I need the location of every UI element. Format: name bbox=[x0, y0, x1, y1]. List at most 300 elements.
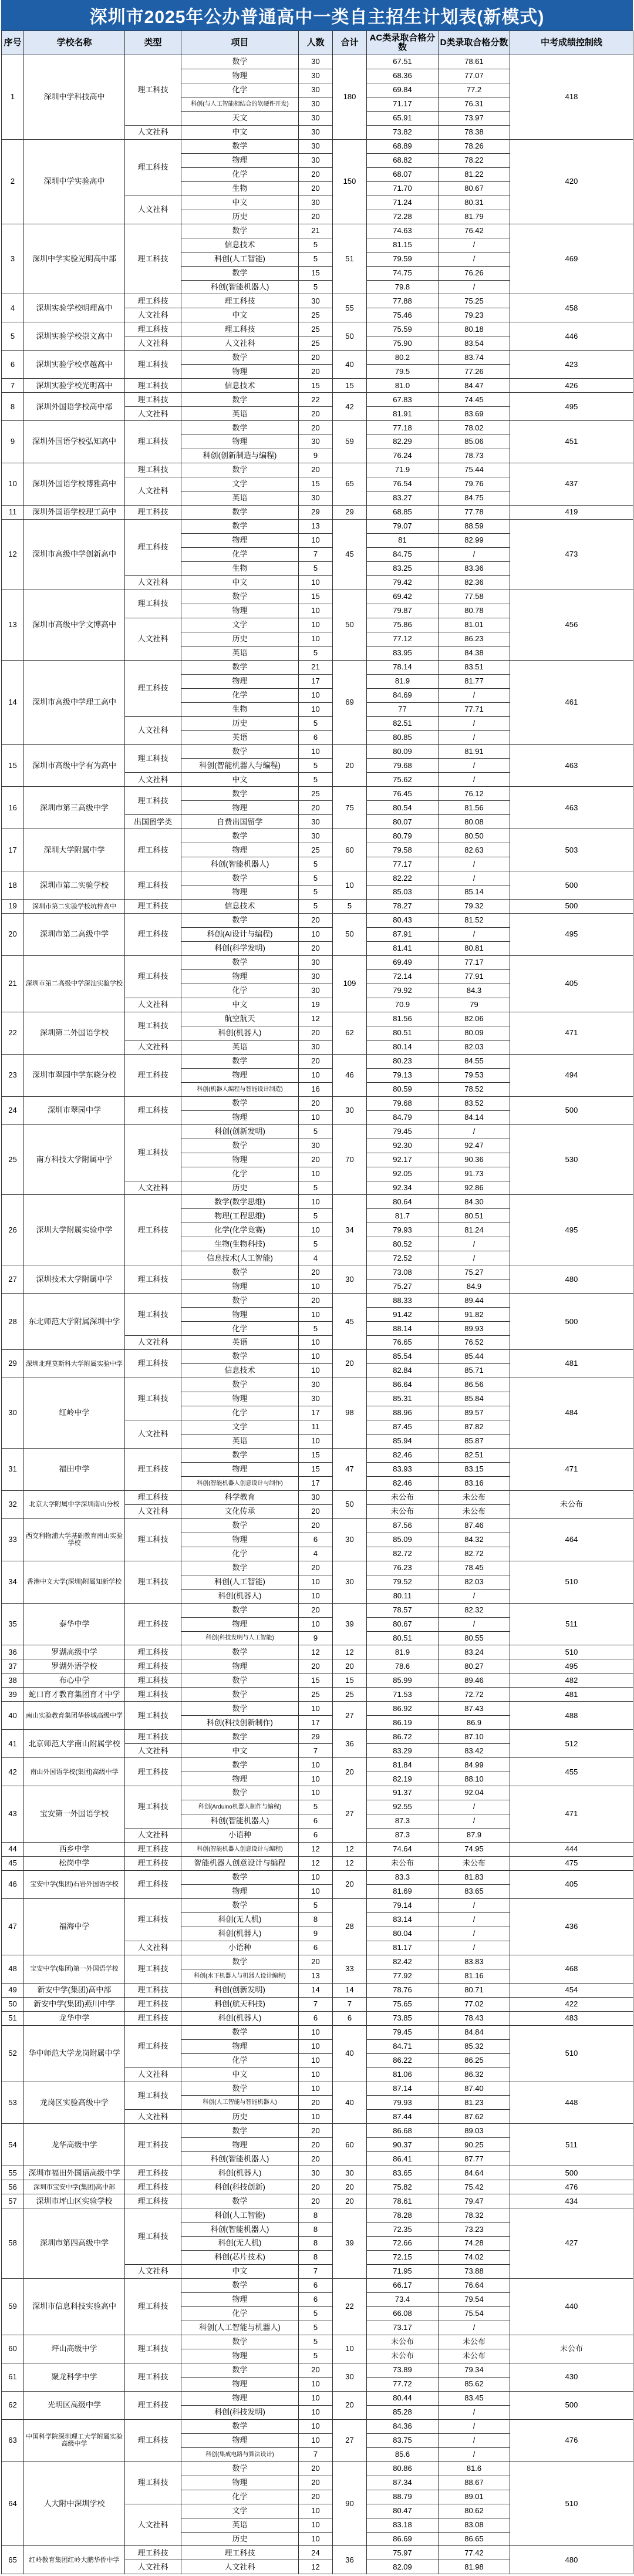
project-cell: 中文 bbox=[181, 2265, 299, 2279]
project-cell: 中文 bbox=[181, 998, 299, 1012]
count-cell: 29 bbox=[299, 1730, 333, 1744]
project-cell: 科创(人工智能) bbox=[181, 1575, 299, 1589]
count-cell: 6 bbox=[299, 1829, 333, 1843]
d-score-cell: 79.34 bbox=[439, 2363, 510, 2377]
school-name: 深圳市福田外国语高级中学 bbox=[24, 2166, 125, 2180]
count-cell: 10 bbox=[299, 1884, 333, 1898]
table-row bbox=[2, 1603, 633, 1617]
d-score-cell: 83.08 bbox=[439, 2518, 510, 2532]
project-cell: 数学 bbox=[181, 956, 299, 970]
project-cell: 科创(人工智能与智能机器人) bbox=[181, 2096, 299, 2110]
table-row bbox=[2, 745, 633, 759]
project-cell: 信息技术 bbox=[181, 379, 299, 393]
d-score-cell: 88.67 bbox=[439, 2476, 510, 2490]
school-number: 5 bbox=[2, 322, 24, 351]
school-name: 深圳中学科技高中 bbox=[24, 55, 125, 140]
school-name: 宝安第一外国语学校 bbox=[24, 1786, 125, 1843]
project-cell: 数学 bbox=[181, 1350, 299, 1364]
count-cell: 15 bbox=[299, 477, 333, 491]
ac-score-cell: 77.17 bbox=[367, 857, 439, 871]
count-cell: 20 bbox=[299, 2152, 333, 2166]
count-cell: 29 bbox=[299, 506, 333, 520]
cutoff-cell: 500 bbox=[510, 1096, 633, 1124]
d-score-cell: 86.9 bbox=[439, 1716, 510, 1730]
count-cell: 10 bbox=[299, 1223, 333, 1237]
table-row bbox=[2, 900, 633, 914]
school-name: 西乡中学 bbox=[24, 1843, 125, 1857]
count-cell: 10 bbox=[299, 618, 333, 632]
cutoff-cell: 422 bbox=[510, 1997, 633, 2011]
school-name: 深圳市第四高级中学 bbox=[24, 2208, 125, 2279]
count-cell: 30 bbox=[299, 294, 333, 308]
d-score-cell: 92.86 bbox=[439, 1181, 510, 1195]
count-cell: 30 bbox=[299, 1378, 333, 1392]
count-cell: 7 bbox=[299, 547, 333, 561]
project-cell: 科创(人工智能与机器人) bbox=[181, 2321, 299, 2335]
count-cell: 10 bbox=[299, 2110, 333, 2124]
project-cell: 化学 bbox=[181, 1547, 299, 1561]
project-cell: 科创(创新发明) bbox=[181, 1124, 299, 1139]
page-title: 深圳市2025年公办普通高中一类自主招生计划表(新模式) bbox=[1, 0, 633, 31]
cutoff-cell: 427 bbox=[510, 2208, 633, 2279]
school-number: 51 bbox=[2, 2011, 24, 2025]
d-score-cell: 84.9 bbox=[439, 1279, 510, 1294]
ac-score-cell: 83.14 bbox=[367, 1912, 439, 1927]
type-cell: 理工科技 bbox=[125, 1265, 181, 1294]
ac-score-cell: 78.14 bbox=[367, 660, 439, 674]
d-score-cell: 82.63 bbox=[439, 843, 510, 857]
type-cell: 理工科技 bbox=[125, 1490, 181, 1504]
ac-score-cell: 78.57 bbox=[367, 1603, 439, 1617]
type-cell: 理工科技 bbox=[125, 2461, 181, 2504]
project-cell: 数学 bbox=[181, 1603, 299, 1617]
ac-score-cell: 81.7 bbox=[367, 1209, 439, 1223]
count-cell: 9 bbox=[299, 1631, 333, 1645]
table-row bbox=[2, 1857, 633, 1871]
cutoff-cell: 476 bbox=[510, 2419, 633, 2461]
total-cell: 20 bbox=[333, 2180, 367, 2194]
d-score-cell: 78.02 bbox=[439, 421, 510, 435]
d-score-cell: 84.30 bbox=[439, 1195, 510, 1209]
count-cell: 21 bbox=[299, 224, 333, 238]
project-cell: 科创(智能机器人与编程) bbox=[181, 759, 299, 773]
project-cell: 数学 bbox=[181, 1139, 299, 1153]
total-cell: 51 bbox=[333, 224, 367, 294]
count-cell: 12 bbox=[299, 2560, 333, 2574]
project-cell: 化学(化学竞赛) bbox=[181, 1223, 299, 1237]
total-cell: 50 bbox=[333, 914, 367, 956]
count-cell: 13 bbox=[299, 1969, 333, 1983]
cutoff-cell: 503 bbox=[510, 829, 633, 871]
ac-score-cell: 79.45 bbox=[367, 2025, 439, 2039]
table-row bbox=[2, 1378, 633, 1392]
d-score-cell: 80.78 bbox=[439, 604, 510, 618]
project-cell: 数学 bbox=[181, 519, 299, 533]
ac-score-cell: 83.18 bbox=[367, 2518, 439, 2532]
table-row bbox=[2, 2011, 633, 2025]
school-number: 13 bbox=[2, 590, 24, 660]
ac-score-cell: 69.42 bbox=[367, 590, 439, 604]
ac-score-cell: 71.24 bbox=[367, 196, 439, 210]
d-score-cell: 85.44 bbox=[439, 1350, 510, 1364]
d-score-cell: 81.24 bbox=[439, 1223, 510, 1237]
school-name: 龙岗区实验高级中学 bbox=[24, 2082, 125, 2124]
table-row bbox=[2, 2124, 633, 2138]
d-score-cell: 83.74 bbox=[439, 351, 510, 365]
ac-score-cell: 80.64 bbox=[367, 1195, 439, 1209]
d-score-cell: 84.84 bbox=[439, 2025, 510, 2039]
project-cell: 科创(创新发明) bbox=[181, 1983, 299, 1997]
table-row bbox=[2, 787, 633, 801]
count-cell: 5 bbox=[299, 1237, 333, 1251]
d-score-cell: 90.36 bbox=[439, 1153, 510, 1167]
count-cell: 7 bbox=[299, 2265, 333, 2279]
count-cell: 12 bbox=[299, 1857, 333, 1871]
header-school: 学校名称 bbox=[24, 31, 125, 55]
ac-score-cell: 69.84 bbox=[367, 83, 439, 97]
d-score-cell: 77.02 bbox=[439, 1997, 510, 2011]
ac-score-cell: 73.17 bbox=[367, 2321, 439, 2335]
cutoff-cell: 500 bbox=[510, 2166, 633, 2180]
type-cell: 理工科技 bbox=[125, 1857, 181, 1871]
project-cell: 化学 bbox=[181, 688, 299, 702]
count-cell: 5 bbox=[299, 1181, 333, 1195]
ac-score-cell: 91.42 bbox=[367, 1308, 439, 1322]
d-score-cell: 82.06 bbox=[439, 1012, 510, 1026]
count-cell: 5 bbox=[299, 2335, 333, 2349]
count-cell: 19 bbox=[299, 998, 333, 1012]
type-cell: 理工科技 bbox=[125, 1096, 181, 1124]
d-score-cell: 80.62 bbox=[439, 2504, 510, 2518]
school-number: 55 bbox=[2, 2166, 24, 2180]
d-score-cell: 80.67 bbox=[439, 181, 510, 196]
project-cell: 数学 bbox=[181, 421, 299, 435]
count-cell: 9 bbox=[299, 1927, 333, 1941]
table-row bbox=[2, 2363, 633, 2377]
project-cell: 物理 bbox=[181, 885, 299, 900]
d-score-cell: 80.51 bbox=[439, 1209, 510, 1223]
school-name: 深圳北理莫斯科大学附属实验中学 bbox=[24, 1350, 125, 1378]
table-row bbox=[2, 224, 633, 238]
project-cell: 英语 bbox=[181, 491, 299, 506]
d-score-cell: 87.40 bbox=[439, 2082, 510, 2096]
ac-score-cell: 82.46 bbox=[367, 1448, 439, 1462]
d-score-cell: 78.32 bbox=[439, 2208, 510, 2223]
type-cell: 理工科技 bbox=[125, 1012, 181, 1040]
d-score-cell: 77.42 bbox=[439, 2546, 510, 2560]
d-score-cell: 87.10 bbox=[439, 1730, 510, 1744]
cutoff-cell: 未公布 bbox=[510, 1490, 633, 1518]
total-cell: 30 bbox=[333, 2166, 367, 2180]
ac-score-cell: 76.65 bbox=[367, 1336, 439, 1350]
ac-score-cell: 72.35 bbox=[367, 2223, 439, 2237]
count-cell: 8 bbox=[299, 2208, 333, 2223]
ac-score-cell: 85.6 bbox=[367, 2447, 439, 2461]
d-score-cell: 83.51 bbox=[439, 660, 510, 674]
d-score-cell: / bbox=[439, 1589, 510, 1603]
ac-score-cell: 86.64 bbox=[367, 1378, 439, 1392]
project-cell: 科创(智能机器人) bbox=[181, 2223, 299, 2237]
table-row bbox=[2, 506, 633, 520]
ac-score-cell: 79.42 bbox=[367, 575, 439, 590]
count-cell: 20 bbox=[299, 914, 333, 928]
project-cell: 中文 bbox=[181, 773, 299, 787]
count-cell: 11 bbox=[299, 1420, 333, 1434]
cutoff-cell: 511 bbox=[510, 2124, 633, 2166]
cutoff-cell: 480 bbox=[510, 2546, 633, 2574]
type-cell: 理工科技 bbox=[125, 2335, 181, 2363]
ac-score-cell: 80.04 bbox=[367, 1927, 439, 1941]
total-cell: 40 bbox=[333, 351, 367, 379]
school-number: 43 bbox=[2, 1786, 24, 1843]
table-row bbox=[2, 1096, 633, 1110]
d-score-cell: / bbox=[439, 688, 510, 702]
project-cell: 科创(机器人) bbox=[181, 1927, 299, 1941]
count-cell: 22 bbox=[299, 393, 333, 407]
project-cell: 化学 bbox=[181, 2053, 299, 2067]
project-cell: 科创(水下机器人与机器人设计编程) bbox=[181, 1969, 299, 1983]
project-cell: 历史 bbox=[181, 1181, 299, 1195]
count-cell: 25 bbox=[299, 787, 333, 801]
count-cell: 10 bbox=[299, 1167, 333, 1181]
school-number: 16 bbox=[2, 787, 24, 829]
table-row bbox=[2, 1758, 633, 1772]
type-cell: 人文社科 bbox=[125, 2110, 181, 2124]
type-cell: 人文社科 bbox=[125, 2067, 181, 2082]
d-score-cell: 79.54 bbox=[439, 2293, 510, 2307]
count-cell: 4 bbox=[299, 1547, 333, 1561]
ac-score-cell: 未公布 bbox=[367, 2335, 439, 2349]
cutoff-cell: 481 bbox=[510, 1350, 633, 1378]
school-name: 南山实验教育集团华侨城高级中学 bbox=[24, 1702, 125, 1730]
count-cell: 10 bbox=[299, 1279, 333, 1294]
count-cell: 20 bbox=[299, 2096, 333, 2110]
count-cell: 20 bbox=[299, 210, 333, 224]
project-cell: 物理 bbox=[181, 153, 299, 167]
type-cell: 理工科技 bbox=[125, 2391, 181, 2419]
type-cell: 人文社科 bbox=[125, 1336, 181, 1350]
project-cell: 物理 bbox=[181, 1392, 299, 1406]
cutoff-cell: 494 bbox=[510, 1054, 633, 1096]
ac-score-cell: 68.36 bbox=[367, 69, 439, 83]
project-cell: 科创(科技创新) bbox=[181, 2180, 299, 2194]
cutoff-cell: 434 bbox=[510, 2194, 633, 2208]
total-cell: 12 bbox=[333, 1843, 367, 1857]
cutoff-cell: 500 bbox=[510, 871, 633, 900]
d-score-cell: 87.77 bbox=[439, 2152, 510, 2166]
d-score-cell: 81.23 bbox=[439, 2096, 510, 2110]
total-cell: 60 bbox=[333, 2124, 367, 2166]
ac-score-cell: 74.63 bbox=[367, 224, 439, 238]
cutoff-cell: 463 bbox=[510, 787, 633, 829]
project-cell: 文化传承 bbox=[181, 1504, 299, 1518]
project-cell: 物理 bbox=[181, 1533, 299, 1547]
ac-score-cell: 92.30 bbox=[367, 1139, 439, 1153]
school-number: 21 bbox=[2, 956, 24, 1012]
d-score-cell: 82.32 bbox=[439, 1603, 510, 1617]
d-score-cell: 75.27 bbox=[439, 1265, 510, 1279]
ac-score-cell: 71.95 bbox=[367, 2265, 439, 2279]
count-cell: 15 bbox=[299, 1448, 333, 1462]
d-score-cell: 81.91 bbox=[439, 745, 510, 759]
school-name: 香港中文大学(深圳)附属知新学校 bbox=[24, 1561, 125, 1603]
count-cell: 10 bbox=[299, 688, 333, 702]
count-cell: 5 bbox=[299, 2321, 333, 2335]
d-score-cell: 84.75 bbox=[439, 491, 510, 506]
table-row bbox=[2, 421, 633, 435]
project-cell: 科创(科技发明与人工智能) bbox=[181, 1631, 299, 1645]
d-score-cell: 81.83 bbox=[439, 1870, 510, 1884]
project-cell: 智能机器人创意设计与编程 bbox=[181, 1857, 299, 1871]
d-score-cell: 89.46 bbox=[439, 1673, 510, 1688]
table-row bbox=[2, 1730, 633, 1744]
d-score-cell: 87.9 bbox=[439, 1829, 510, 1843]
count-cell: 7 bbox=[299, 1744, 333, 1758]
project-cell: 数学 bbox=[181, 2363, 299, 2377]
type-cell: 人文社科 bbox=[125, 1420, 181, 1448]
school-number: 1 bbox=[2, 55, 24, 140]
ac-score-cell: 72.15 bbox=[367, 2251, 439, 2265]
project-cell: 数学 bbox=[181, 1673, 299, 1688]
count-cell: 5 bbox=[299, 1124, 333, 1139]
count-cell: 5 bbox=[299, 238, 333, 252]
total-cell: 36 bbox=[333, 2546, 367, 2574]
cutoff-cell: 405 bbox=[510, 956, 633, 1012]
count-cell: 10 bbox=[299, 1364, 333, 1378]
d-score-cell: 78.61 bbox=[439, 55, 510, 69]
d-score-cell: 84.99 bbox=[439, 1758, 510, 1772]
d-score-cell: 89.01 bbox=[439, 2490, 510, 2504]
school-number: 4 bbox=[2, 294, 24, 322]
d-score-cell: / bbox=[439, 1800, 510, 1814]
total-cell: 65 bbox=[333, 463, 367, 506]
ac-score-cell: 68.07 bbox=[367, 167, 439, 181]
cutoff-cell: 437 bbox=[510, 463, 633, 506]
project-cell: 化学 bbox=[181, 1322, 299, 1336]
ac-score-cell: 84.75 bbox=[367, 547, 439, 561]
count-cell: 10 bbox=[299, 2518, 333, 2532]
school-name: 坪山高级中学 bbox=[24, 2335, 125, 2363]
type-cell: 理工科技 bbox=[125, 2546, 181, 2560]
type-cell: 理工科技 bbox=[125, 1518, 181, 1561]
school-number: 60 bbox=[2, 2335, 24, 2363]
ac-score-cell: 77.88 bbox=[367, 294, 439, 308]
ac-score-cell: 72.28 bbox=[367, 210, 439, 224]
project-cell: 信息技术(人工智能) bbox=[181, 1251, 299, 1265]
count-cell: 8 bbox=[299, 1912, 333, 1927]
ac-score-cell: 92.17 bbox=[367, 1153, 439, 1167]
type-cell: 理工科技 bbox=[125, 322, 181, 336]
count-cell: 12 bbox=[299, 1645, 333, 1659]
project-cell: 科创(机器人) bbox=[181, 2011, 299, 2025]
project-cell: 数学 bbox=[181, 1096, 299, 1110]
d-score-cell: 85.14 bbox=[439, 885, 510, 900]
school-number: 25 bbox=[2, 1124, 24, 1195]
table-row bbox=[2, 1195, 633, 1209]
table-row bbox=[2, 1843, 633, 1857]
ac-score-cell: 86.19 bbox=[367, 1716, 439, 1730]
type-cell: 人文社科 bbox=[125, 125, 181, 139]
ac-score-cell: 79.45 bbox=[367, 1124, 439, 1139]
d-score-cell: / bbox=[439, 730, 510, 745]
table-row bbox=[2, 1702, 633, 1716]
type-cell: 人文社科 bbox=[125, 477, 181, 506]
ac-score-cell: 81.91 bbox=[367, 407, 439, 421]
d-score-cell: 87.62 bbox=[439, 2110, 510, 2124]
total-cell: 40 bbox=[333, 2025, 367, 2082]
table-row bbox=[2, 871, 633, 885]
count-cell: 30 bbox=[299, 829, 333, 843]
type-cell: 人文社科 bbox=[125, 1181, 181, 1195]
d-score-cell: 83.83 bbox=[439, 1955, 510, 1969]
ac-score-cell: 75.62 bbox=[367, 773, 439, 787]
cutoff-cell: 456 bbox=[510, 590, 633, 660]
school-name: 红岭教育集团红岭大鹏华侨中学 bbox=[24, 2546, 125, 2574]
type-cell: 出国留学类 bbox=[125, 815, 181, 829]
project-cell: 数学 bbox=[181, 914, 299, 928]
school-name: 西交利物浦大学基础教育南山实验学校 bbox=[24, 1518, 125, 1561]
type-cell: 人文社科 bbox=[125, 407, 181, 421]
total-cell: 50 bbox=[333, 590, 367, 660]
count-cell: 10 bbox=[299, 1308, 333, 1322]
table-row bbox=[2, 1350, 633, 1364]
school-name: 深圳实验学校明理高中 bbox=[24, 294, 125, 322]
cutoff-cell: 430 bbox=[510, 2363, 633, 2391]
ac-score-cell: 79.58 bbox=[367, 843, 439, 857]
d-score-cell: / bbox=[439, 759, 510, 773]
type-cell: 人文社科 bbox=[125, 1941, 181, 1955]
d-score-cell: 85.84 bbox=[439, 1392, 510, 1406]
school-name: 新安中学(集团)燕川中学 bbox=[24, 1997, 125, 2011]
project-cell: 科创(机器人) bbox=[181, 2166, 299, 2180]
school-name: 红岭中学 bbox=[24, 1378, 125, 1449]
type-cell: 人文社科 bbox=[125, 1040, 181, 1054]
ac-score-cell: 66.17 bbox=[367, 2279, 439, 2293]
type-cell: 理工科技 bbox=[125, 1702, 181, 1730]
ac-score-cell: 77.12 bbox=[367, 632, 439, 646]
school-number: 6 bbox=[2, 351, 24, 379]
project-cell: 数学 bbox=[181, 1054, 299, 1068]
ac-score-cell: 66.08 bbox=[367, 2307, 439, 2321]
ac-score-cell: 87.14 bbox=[367, 2082, 439, 2096]
d-score-cell: 80.31 bbox=[439, 196, 510, 210]
count-cell: 20 bbox=[299, 1561, 333, 1575]
d-score-cell: 76.26 bbox=[439, 266, 510, 280]
school-name: 北京大学附属中学深圳南山分校 bbox=[24, 1490, 125, 1518]
ac-score-cell: 84.71 bbox=[367, 2039, 439, 2053]
school-number: 36 bbox=[2, 1645, 24, 1659]
d-score-cell: 89.44 bbox=[439, 1294, 510, 1308]
ac-score-cell: 75.90 bbox=[367, 336, 439, 351]
ac-score-cell: 78.27 bbox=[367, 900, 439, 914]
total-cell: 55 bbox=[333, 294, 367, 322]
d-score-cell: 81.56 bbox=[439, 801, 510, 815]
d-score-cell: 75.25 bbox=[439, 294, 510, 308]
project-cell: 数学 bbox=[181, 2194, 299, 2208]
d-score-cell: 86.23 bbox=[439, 632, 510, 646]
count-cell: 15 bbox=[299, 266, 333, 280]
ac-score-cell: 74.75 bbox=[367, 266, 439, 280]
total-cell: 27 bbox=[333, 1786, 367, 1843]
ac-score-cell: 68.89 bbox=[367, 139, 439, 153]
cutoff-cell: 420 bbox=[510, 139, 633, 224]
school-number: 24 bbox=[2, 1096, 24, 1124]
project-cell: 数学 bbox=[181, 1645, 299, 1659]
d-score-cell: 83.24 bbox=[439, 1645, 510, 1659]
project-cell: 历史 bbox=[181, 2532, 299, 2546]
school-number: 27 bbox=[2, 1265, 24, 1294]
d-score-cell: 81.79 bbox=[439, 210, 510, 224]
